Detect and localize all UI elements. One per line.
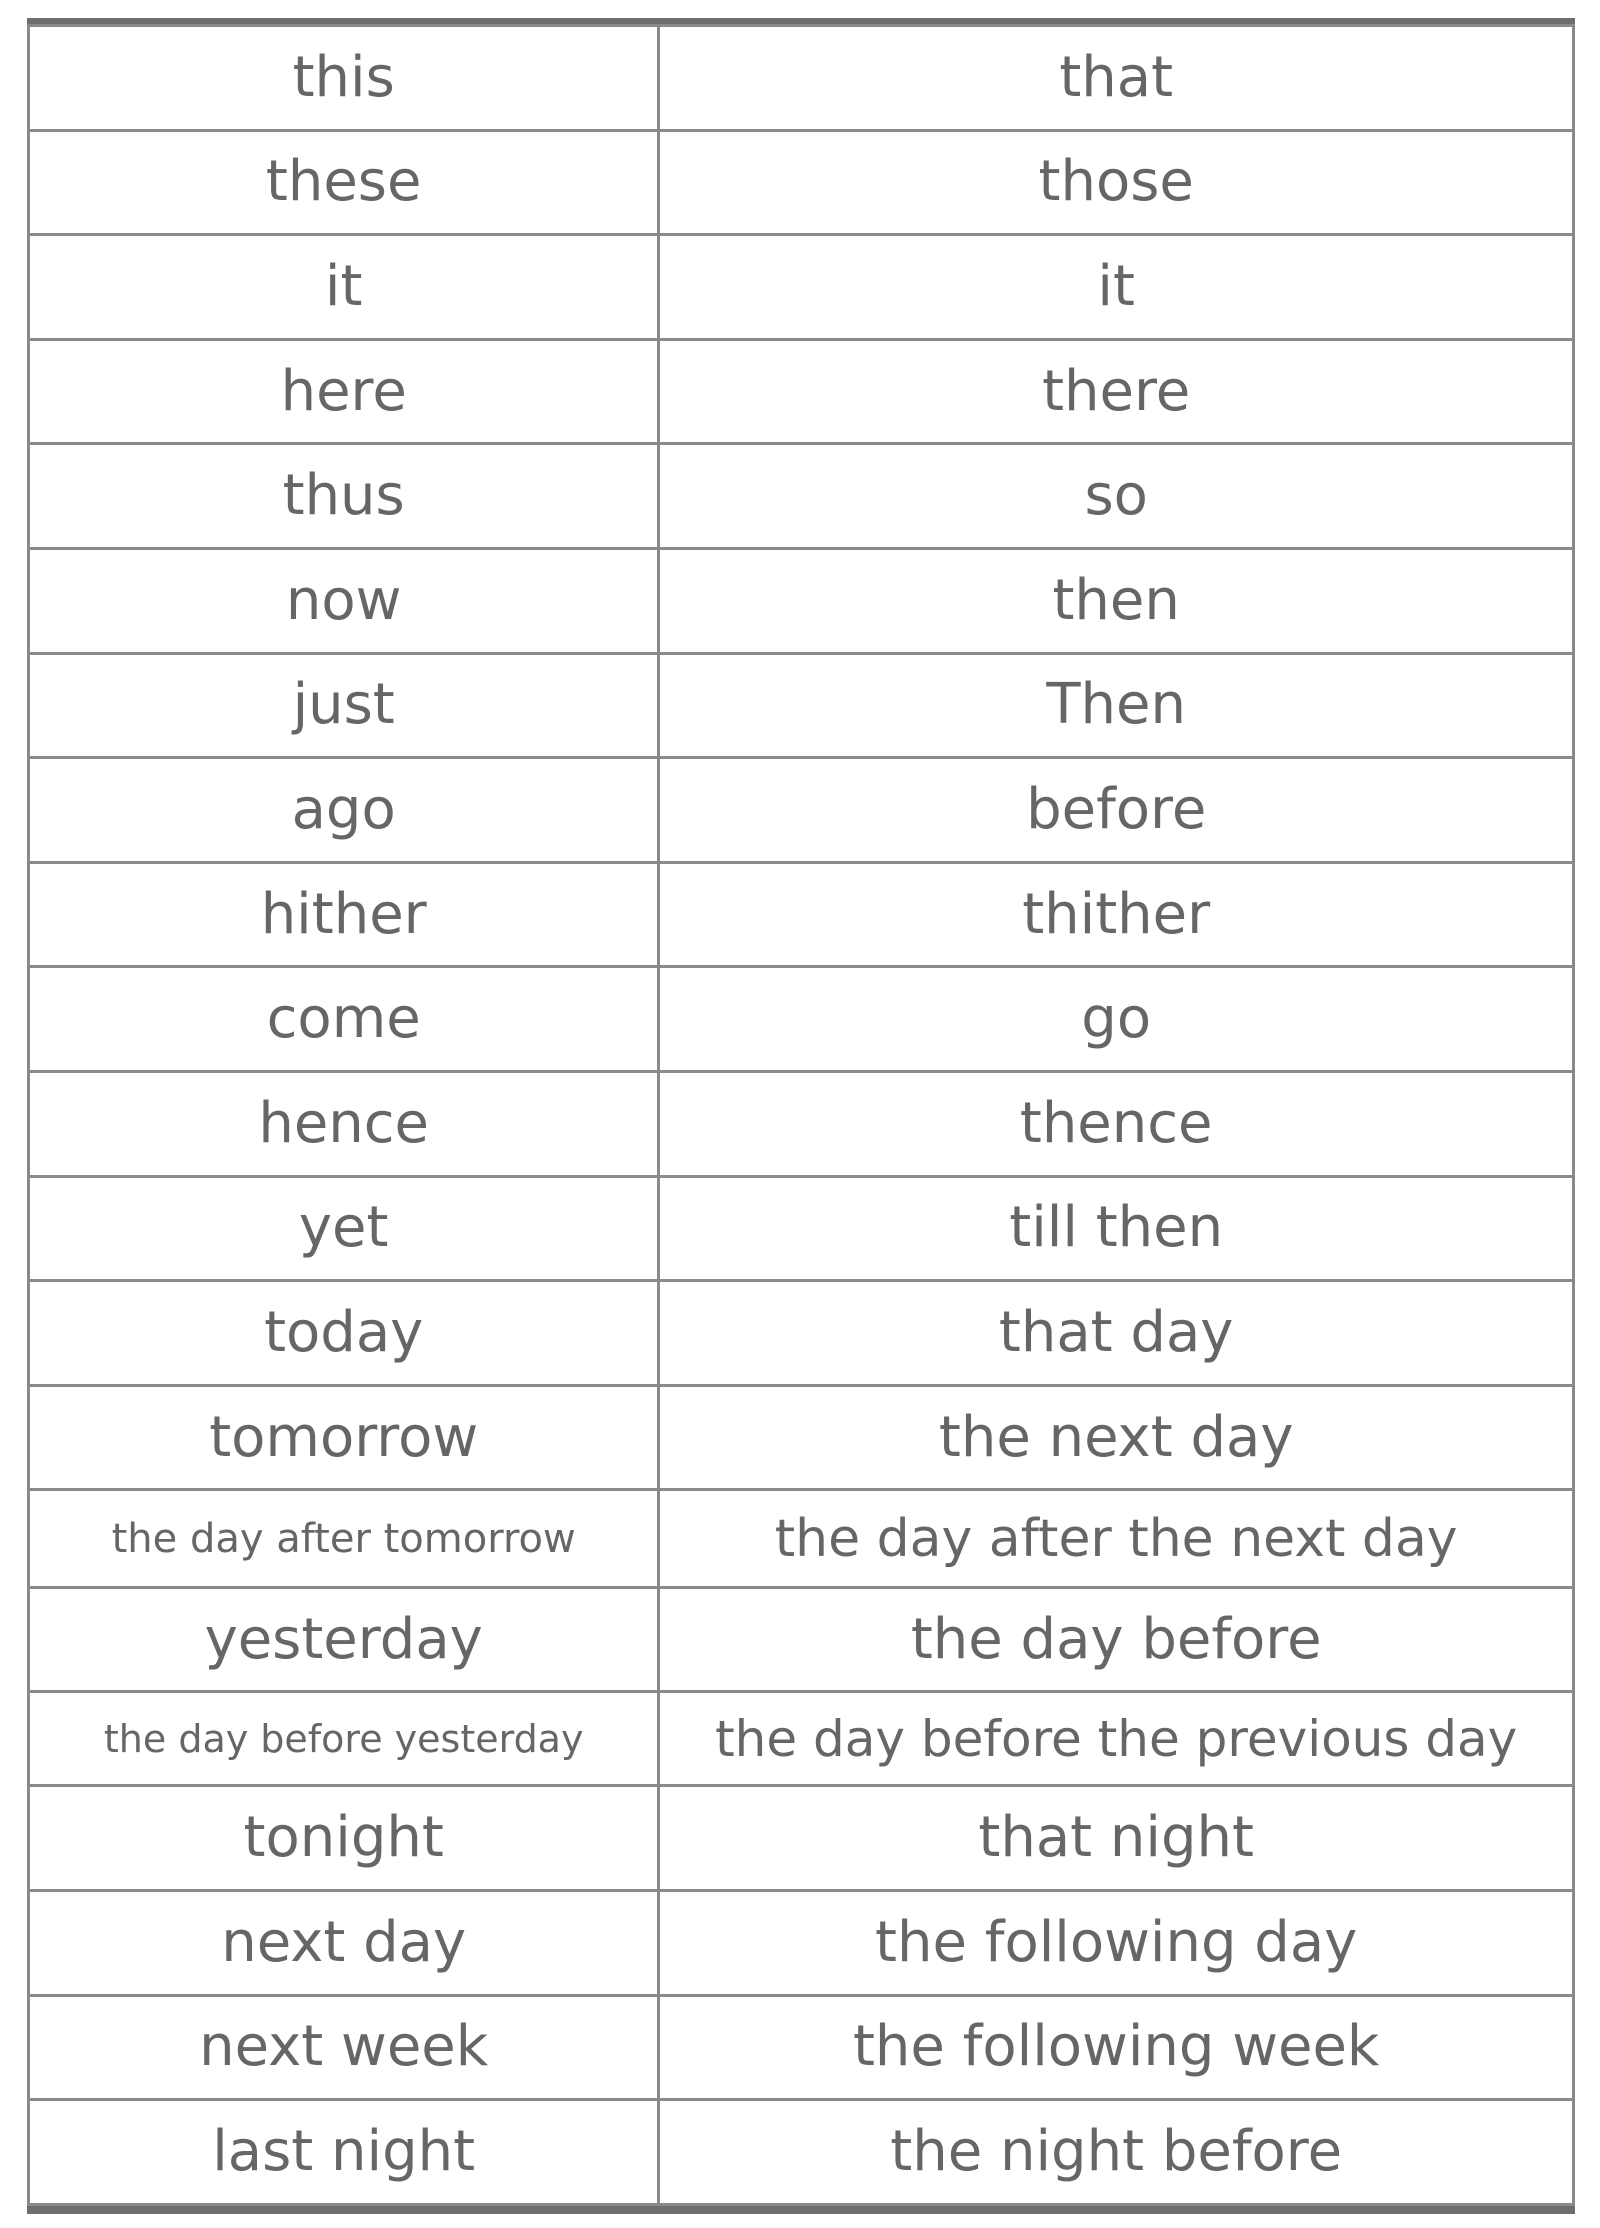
direct-word-cell: here	[29, 339, 659, 444]
table-row	[29, 339, 1574, 444]
direct-word-cell: just	[29, 653, 659, 758]
indirect-word-cell: go	[659, 967, 1574, 1072]
direct-word-cell: these	[29, 130, 659, 235]
direct-word-cell: yesterday	[29, 1587, 659, 1692]
table-row	[29, 967, 1574, 1072]
table-row	[29, 1692, 1574, 1786]
indirect-word-cell: the next day	[659, 1385, 1574, 1490]
indirect-word-cell: thence	[659, 1071, 1574, 1176]
indirect-word-cell: the following day	[659, 1890, 1574, 1995]
word-pair-table	[27, 24, 1575, 2206]
word-pair-table-body	[29, 26, 1574, 2205]
direct-word-cell: hence	[29, 1071, 659, 1176]
direct-word-cell: yet	[29, 1176, 659, 1281]
table-row	[29, 235, 1574, 340]
table-row	[29, 1995, 1574, 2100]
direct-word-cell: the day after tomorrow	[29, 1490, 659, 1588]
indirect-word-cell: the following week	[659, 1995, 1574, 2100]
table-row	[29, 1490, 1574, 1588]
table-row	[29, 26, 1574, 131]
direct-word-cell: now	[29, 548, 659, 653]
indirect-word-cell: those	[659, 130, 1574, 235]
table-row	[29, 548, 1574, 653]
direct-word-cell: today	[29, 1281, 659, 1386]
table-row	[29, 1587, 1574, 1692]
direct-word-cell: last night	[29, 2100, 659, 2205]
table-row	[29, 1176, 1574, 1281]
word-pair-sheet	[27, 18, 1575, 2214]
table-row	[29, 1890, 1574, 1995]
indirect-word-cell: thither	[659, 862, 1574, 967]
direct-word-cell: hither	[29, 862, 659, 967]
table-row	[29, 1786, 1574, 1891]
direct-word-cell: next week	[29, 1995, 659, 2100]
direct-word-cell: ago	[29, 758, 659, 863]
table-row	[29, 130, 1574, 235]
indirect-word-cell: the night before	[659, 2100, 1574, 2205]
direct-word-cell: it	[29, 235, 659, 340]
direct-word-cell: come	[29, 967, 659, 1072]
direct-word-cell: next day	[29, 1890, 659, 1995]
table-row	[29, 1385, 1574, 1490]
table-row	[29, 653, 1574, 758]
indirect-word-cell: there	[659, 339, 1574, 444]
indirect-word-cell: that night	[659, 1786, 1574, 1891]
indirect-word-cell: the day before the previous day	[659, 1692, 1574, 1786]
indirect-word-cell: it	[659, 235, 1574, 340]
table-row	[29, 444, 1574, 549]
direct-word-cell: tomorrow	[29, 1385, 659, 1490]
indirect-word-cell: so	[659, 444, 1574, 549]
indirect-word-cell: the day before	[659, 1587, 1574, 1692]
indirect-word-cell: till then	[659, 1176, 1574, 1281]
indirect-word-cell: before	[659, 758, 1574, 863]
direct-word-cell: thus	[29, 444, 659, 549]
indirect-word-cell: that	[659, 26, 1574, 131]
table-row	[29, 1071, 1574, 1176]
table-row	[29, 862, 1574, 967]
indirect-word-cell: that day	[659, 1281, 1574, 1386]
table-row	[29, 758, 1574, 863]
table-row	[29, 2100, 1574, 2205]
table-row	[29, 1281, 1574, 1386]
indirect-word-cell: Then	[659, 653, 1574, 758]
direct-word-cell: tonight	[29, 1786, 659, 1891]
indirect-word-cell: the day after the next day	[659, 1490, 1574, 1588]
indirect-word-cell: then	[659, 548, 1574, 653]
direct-word-cell: the day before yesterday	[29, 1692, 659, 1786]
direct-word-cell: this	[29, 26, 659, 131]
